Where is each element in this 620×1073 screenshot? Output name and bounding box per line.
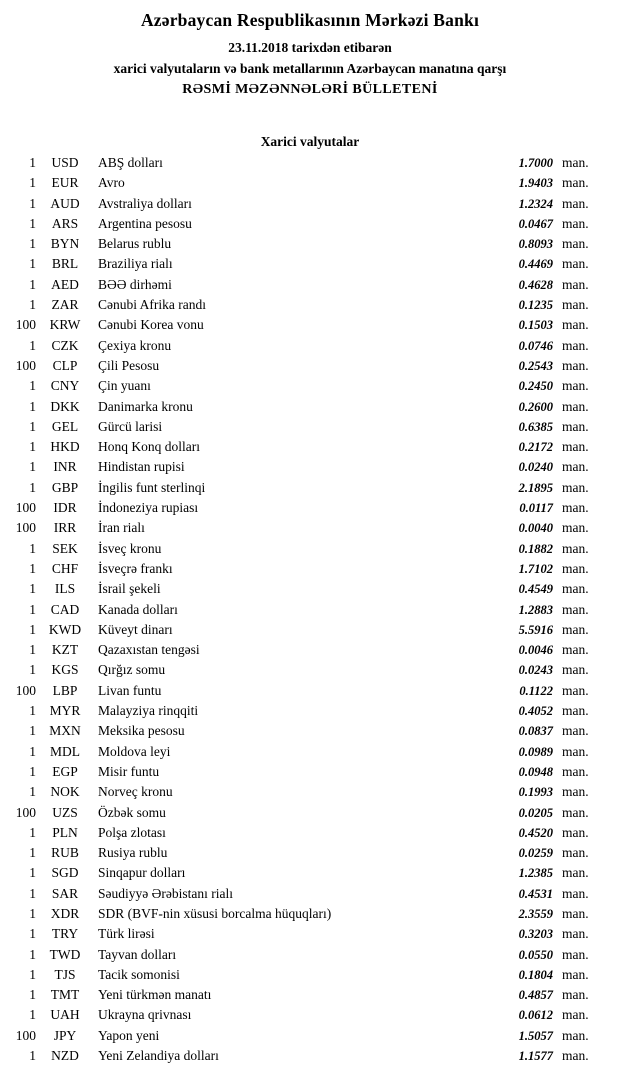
- currency-code: TMT: [50, 987, 80, 1003]
- unit-label: man.: [562, 642, 589, 658]
- rate-row: [8, 317, 602, 337]
- unit-label: man.: [562, 236, 589, 252]
- currency-name: BƏƏ dirhəmi: [98, 276, 172, 292]
- quantity-value: 1: [29, 378, 36, 394]
- section-title: Xarici valyutalar: [260, 134, 360, 149]
- rate-row: [8, 175, 602, 195]
- rate-value: 1.5057: [518, 1028, 553, 1043]
- rate-value: 2.3559: [518, 906, 553, 921]
- currency-code: MDL: [50, 743, 80, 759]
- unit-label: man.: [562, 905, 589, 921]
- rate-value: 1.7000: [518, 156, 553, 170]
- rate-row: [8, 541, 602, 561]
- quantity-value: 1: [29, 337, 36, 353]
- rate-value: 1.9403: [518, 176, 553, 191]
- quantity-value: 1: [29, 1048, 36, 1064]
- currency-name: ABŞ dolları: [98, 155, 163, 170]
- rate-row: [8, 256, 602, 276]
- quantity-value: 1: [29, 743, 36, 759]
- unit-label: man.: [562, 520, 589, 536]
- currency-name: Yapon yeni: [98, 1027, 160, 1043]
- quantity-value: 1: [29, 642, 36, 658]
- currency-name: Misir funtu: [98, 763, 160, 779]
- quantity-value: 1: [29, 479, 36, 495]
- currency-name: Rusiya rublu: [98, 845, 168, 861]
- currency-name: İsveç kronu: [98, 540, 162, 556]
- rate-value: 0.4531: [518, 886, 553, 901]
- quantity-value: 1: [29, 1007, 36, 1023]
- quantity-value: 1: [29, 175, 36, 191]
- quantity-value: 1: [29, 297, 36, 313]
- rate-row: [8, 439, 602, 459]
- rate-row: [8, 216, 602, 236]
- currency-code: DKK: [50, 398, 80, 414]
- rate-row: [8, 723, 602, 743]
- currency-name: Avstraliya dolları: [98, 195, 192, 211]
- unit-label: man.: [562, 398, 589, 414]
- rate-row: [8, 947, 602, 967]
- currency-code: MYR: [49, 703, 81, 719]
- rate-value: 5.5916: [518, 622, 553, 637]
- currency-code: GBP: [51, 479, 79, 495]
- unit-label: man.: [562, 459, 589, 475]
- currency-name: Argentina pesosu: [98, 215, 192, 231]
- quantity-value: 1: [29, 256, 36, 272]
- unit-label: man.: [562, 500, 589, 516]
- rate-row: [8, 399, 602, 419]
- currency-name: Moldova leyi: [98, 743, 171, 759]
- quantity-value: 1: [29, 621, 36, 637]
- quantity-value: 100: [15, 682, 36, 698]
- currency-code: ARS: [51, 215, 79, 231]
- unit-label: man.: [562, 418, 589, 434]
- unit-label: man.: [562, 885, 589, 901]
- quantity-value: 1: [29, 723, 36, 739]
- rate-row: [8, 825, 602, 845]
- rate-value: 1.1577: [518, 1049, 553, 1064]
- currency-name: Cənubi Korea vonu: [98, 317, 204, 333]
- quantity-value: 1: [29, 581, 36, 597]
- rate-row: [8, 378, 602, 398]
- unit-label: man.: [562, 317, 589, 333]
- unit-label: man.: [562, 560, 589, 576]
- currency-name: Tacik somonisi: [98, 966, 180, 982]
- currency-code: IDR: [53, 500, 77, 516]
- currency-code: SEK: [52, 540, 78, 556]
- quantity-value: 1: [29, 987, 36, 1003]
- unit-label: man.: [562, 479, 589, 495]
- quantity-value: 1: [29, 946, 36, 962]
- unit-label: man.: [562, 337, 589, 353]
- rate-row: [8, 236, 602, 256]
- currency-code: MXN: [49, 723, 81, 739]
- quantity-value: 1: [29, 662, 36, 678]
- currency-name: Çin yuanı: [98, 378, 151, 394]
- rate-row: [8, 1007, 602, 1027]
- currency-name: Avro: [98, 175, 125, 191]
- rate-value: 0.0612: [518, 1008, 553, 1023]
- quantity-value: 1: [29, 236, 36, 252]
- quantity-value: 1: [29, 215, 36, 231]
- unit-label: man.: [562, 824, 589, 840]
- currency-code: KGS: [51, 662, 79, 678]
- currency-code: KRW: [49, 317, 81, 333]
- currency-code: BRL: [51, 256, 79, 272]
- rate-row: [8, 602, 602, 622]
- document-header: [0, 10, 620, 98]
- rate-value: 0.4549: [518, 582, 553, 597]
- currency-name: Braziliya rialı: [98, 256, 173, 272]
- unit-label: man.: [562, 926, 589, 942]
- unit-label: man.: [562, 621, 589, 637]
- currency-name: Çexiya kronu: [98, 337, 172, 353]
- document-subtitle: xarici valyutaların və bank metallarının Azərbaycan manatına qarşı: [113, 61, 507, 76]
- unit-label: man.: [562, 1027, 589, 1043]
- rate-value: 0.2543: [518, 358, 553, 373]
- rate-value: 0.0259: [518, 846, 553, 861]
- currency-name: Ukrayna qrivnası: [98, 1007, 192, 1023]
- currency-name: Malayziya rinqqiti: [98, 703, 199, 719]
- quantity-value: 1: [29, 601, 36, 617]
- currency-name: Səudiyyə Ərəbistanı rialı: [98, 885, 233, 901]
- rate-row: [8, 662, 602, 682]
- currency-code: CAD: [50, 601, 80, 617]
- currency-name: Honq Konq dolları: [98, 439, 200, 455]
- rate-row: [8, 1028, 602, 1048]
- rate-value: 0.0467: [518, 216, 553, 231]
- quantity-value: 1: [29, 763, 36, 779]
- currency-code: HKD: [50, 439, 80, 455]
- currency-code: TJS: [54, 966, 76, 982]
- currency-code: CLP: [52, 357, 78, 373]
- unit-label: man.: [562, 581, 589, 597]
- quantity-value: 100: [15, 1027, 36, 1043]
- quantity-value: 100: [15, 520, 36, 536]
- quantity-value: 100: [15, 357, 36, 373]
- quantity-value: 1: [29, 905, 36, 921]
- unit-label: man.: [562, 1048, 589, 1064]
- quantity-value: 1: [29, 439, 36, 455]
- currency-code: INR: [53, 459, 77, 475]
- unit-label: man.: [562, 723, 589, 739]
- quantity-value: 1: [29, 824, 36, 840]
- quantity-value: 1: [29, 926, 36, 942]
- currency-name: Hindistan rupisi: [98, 459, 185, 475]
- currency-code: XDR: [50, 905, 80, 921]
- rate-value: 0.0240: [518, 460, 553, 475]
- rate-row: [8, 683, 602, 703]
- rate-value: 0.0948: [518, 764, 553, 779]
- unit-label: man.: [562, 966, 589, 982]
- rate-row: [8, 459, 602, 479]
- quantity-value: 1: [29, 845, 36, 861]
- currency-code: KWD: [48, 621, 82, 637]
- quantity-value: 1: [29, 885, 36, 901]
- rate-value: 0.0046: [518, 643, 553, 658]
- rate-row: [8, 155, 602, 175]
- currency-name: Cənubi Afrika randı: [98, 297, 206, 313]
- currency-code: IRR: [53, 520, 77, 536]
- bulletin-title: RƏSMİ MƏZƏNNƏLƏRİ BÜLLETENİ: [182, 82, 438, 97]
- quantity-value: 1: [29, 155, 36, 170]
- rate-value: 0.4469: [518, 257, 553, 272]
- rate-value: 0.2600: [518, 399, 553, 414]
- unit-label: man.: [562, 865, 589, 881]
- unit-label: man.: [562, 804, 589, 820]
- bank-name: Azərbaycan Respublikasının Mərkəzi Bankı: [140, 10, 480, 30]
- rate-value: 0.0117: [519, 501, 553, 516]
- currency-code: USD: [51, 155, 79, 170]
- rate-row: [8, 967, 602, 987]
- rate-row: [8, 297, 602, 317]
- quantity-value: 1: [29, 540, 36, 556]
- currency-name: Yeni türkmən manatı: [98, 987, 212, 1003]
- rate-value: 0.1882: [518, 541, 553, 556]
- currency-name: Sinqapur dolları: [98, 865, 186, 881]
- currency-code: PLN: [52, 824, 78, 840]
- rate-row: [8, 906, 602, 926]
- rate-row: [8, 196, 602, 216]
- effective-date: 23.11.2018 tarixdən etibarən: [228, 40, 392, 55]
- rate-value: 0.4520: [518, 825, 553, 840]
- rate-value: 0.3203: [518, 927, 553, 942]
- rate-row: [8, 520, 602, 540]
- quantity-value: 100: [15, 804, 36, 820]
- currency-name: Danimarka kronu: [98, 398, 193, 414]
- rate-row: [8, 581, 602, 601]
- rate-row: [8, 703, 602, 723]
- rate-value: 0.0746: [518, 338, 553, 353]
- rate-value: 0.1804: [518, 967, 553, 982]
- unit-label: man.: [562, 784, 589, 800]
- unit-label: man.: [562, 215, 589, 231]
- unit-label: man.: [562, 662, 589, 678]
- rate-value: 0.0040: [518, 521, 553, 536]
- unit-label: man.: [562, 175, 589, 191]
- currency-name: Qazaxıstan tengəsi: [98, 642, 200, 658]
- rate-value: 0.1235: [518, 298, 553, 313]
- currency-code: NZD: [51, 1048, 79, 1064]
- currency-code: GEL: [51, 418, 79, 434]
- unit-label: man.: [562, 195, 589, 211]
- currency-name: Tayvan dolları: [98, 946, 177, 962]
- currency-code: BYN: [50, 236, 80, 252]
- rate-row: [8, 480, 602, 500]
- rate-value: 2.1895: [518, 480, 553, 495]
- unit-label: man.: [562, 276, 589, 292]
- currency-code: JPY: [53, 1027, 77, 1043]
- rate-value: 1.2883: [518, 602, 553, 617]
- currency-code: SAR: [51, 885, 79, 901]
- rate-value: 0.1993: [518, 785, 553, 800]
- rate-row: [8, 338, 602, 358]
- currency-code: ILS: [54, 581, 76, 597]
- currency-name: Belarus rublu: [98, 236, 172, 252]
- currency-code: RUB: [51, 845, 79, 861]
- unit-label: man.: [562, 155, 589, 170]
- currency-code: NOK: [50, 784, 80, 800]
- currency-code: KZT: [51, 642, 79, 658]
- unit-label: man.: [562, 743, 589, 759]
- quantity-value: 1: [29, 418, 36, 434]
- unit-label: man.: [562, 540, 589, 556]
- rate-row: [8, 277, 602, 297]
- unit-label: man.: [562, 297, 589, 313]
- unit-label: man.: [562, 682, 589, 698]
- rate-row: [8, 784, 602, 804]
- rate-value: 1.2324: [518, 196, 553, 211]
- rate-value: 0.4628: [518, 277, 553, 292]
- rate-row: [8, 500, 602, 520]
- rate-value: 0.2450: [518, 379, 553, 394]
- quantity-value: 1: [29, 398, 36, 414]
- unit-label: man.: [562, 357, 589, 373]
- rate-value: 1.2385: [518, 866, 553, 881]
- rate-row: [8, 358, 602, 378]
- unit-label: man.: [562, 987, 589, 1003]
- quantity-value: 1: [29, 865, 36, 881]
- quantity-value: 1: [29, 195, 36, 211]
- rate-row: [8, 865, 602, 885]
- quantity-value: 100: [15, 500, 36, 516]
- currency-name: Polşa zlotası: [98, 824, 166, 840]
- currency-code: UAH: [50, 1007, 80, 1023]
- rate-value: 0.0243: [518, 663, 553, 678]
- currency-code: TWD: [49, 946, 81, 962]
- unit-label: man.: [562, 378, 589, 394]
- rate-value: 0.1503: [518, 318, 553, 333]
- rate-row: [8, 926, 602, 946]
- currency-name: İran rialı: [98, 520, 145, 536]
- rate-value: 0.4052: [518, 704, 553, 719]
- currency-code: TRY: [51, 926, 79, 942]
- currency-code: AUD: [50, 195, 80, 211]
- quantity-value: 1: [29, 703, 36, 719]
- currency-code: LBP: [52, 682, 78, 698]
- rate-value: 1.7102: [518, 561, 553, 576]
- quantity-value: 1: [29, 560, 36, 576]
- rate-row: [8, 744, 602, 764]
- quantity-value: 100: [15, 317, 36, 333]
- currency-name: Küveyt dinarı: [98, 621, 173, 637]
- currency-name: Qırğız somu: [98, 662, 166, 678]
- rate-row: [8, 561, 602, 581]
- currency-name: Yeni Zelandiya dolları: [98, 1048, 219, 1064]
- currency-name: İsrail şekeli: [98, 581, 161, 597]
- rate-value: 0.4857: [518, 988, 553, 1003]
- quantity-value: 1: [29, 966, 36, 982]
- currency-code: ZAR: [51, 297, 79, 313]
- unit-label: man.: [562, 946, 589, 962]
- quantity-value: 1: [29, 459, 36, 475]
- currency-name: Özbək somu: [98, 804, 166, 820]
- rate-value: 0.0205: [518, 805, 553, 820]
- currency-name: Çili Pesosu: [98, 357, 160, 373]
- currency-code: EGP: [52, 763, 78, 779]
- rate-value: 0.0989: [518, 744, 553, 759]
- unit-label: man.: [562, 601, 589, 617]
- rate-value: 0.0550: [518, 947, 553, 962]
- rate-row: [8, 764, 602, 784]
- currency-name: İndoneziya rupiası: [98, 500, 199, 516]
- currency-name: Kanada dolları: [98, 601, 178, 617]
- quantity-value: 1: [29, 784, 36, 800]
- rates-table: [0, 155, 620, 1068]
- currency-name: İngilis funt sterlinqi: [98, 479, 206, 495]
- rate-row: [8, 845, 602, 865]
- rate-value: 0.1122: [519, 683, 553, 698]
- unit-label: man.: [562, 439, 589, 455]
- rate-row: [8, 805, 602, 825]
- currency-name: SDR (BVF-nin xüsusi borcalma hüquqları): [98, 905, 332, 921]
- rate-row: [8, 886, 602, 906]
- currency-name: Livan funtu: [98, 682, 162, 698]
- currency-code: CHF: [51, 560, 79, 576]
- rate-value: 0.8093: [518, 237, 553, 252]
- rate-row: [8, 419, 602, 439]
- unit-label: man.: [562, 763, 589, 779]
- rate-value: 0.0837: [518, 724, 553, 739]
- currency-code: UZS: [52, 804, 78, 820]
- currency-name: Türk lirəsi: [98, 926, 155, 942]
- unit-label: man.: [562, 256, 589, 272]
- unit-label: man.: [562, 1007, 589, 1023]
- rate-value: 0.2172: [518, 440, 553, 455]
- currency-code: AED: [51, 276, 79, 292]
- rate-row: [8, 1048, 602, 1068]
- unit-label: man.: [562, 703, 589, 719]
- quantity-value: 1: [29, 276, 36, 292]
- rate-row: [8, 622, 602, 642]
- rate-row: [8, 987, 602, 1007]
- currency-code: EUR: [51, 175, 79, 191]
- currency-code: CNY: [50, 378, 80, 394]
- rate-value: 0.6385: [518, 419, 553, 434]
- currency-name: İsveçrə frankı: [98, 560, 173, 576]
- currency-code: SGD: [51, 865, 79, 881]
- unit-label: man.: [562, 845, 589, 861]
- currency-name: Meksika pesosu: [98, 723, 185, 739]
- rate-row: [8, 642, 602, 662]
- currency-name: Norveç kronu: [98, 784, 173, 800]
- currency-code: CZK: [51, 337, 79, 353]
- currency-name: Gürcü larisi: [98, 418, 163, 434]
